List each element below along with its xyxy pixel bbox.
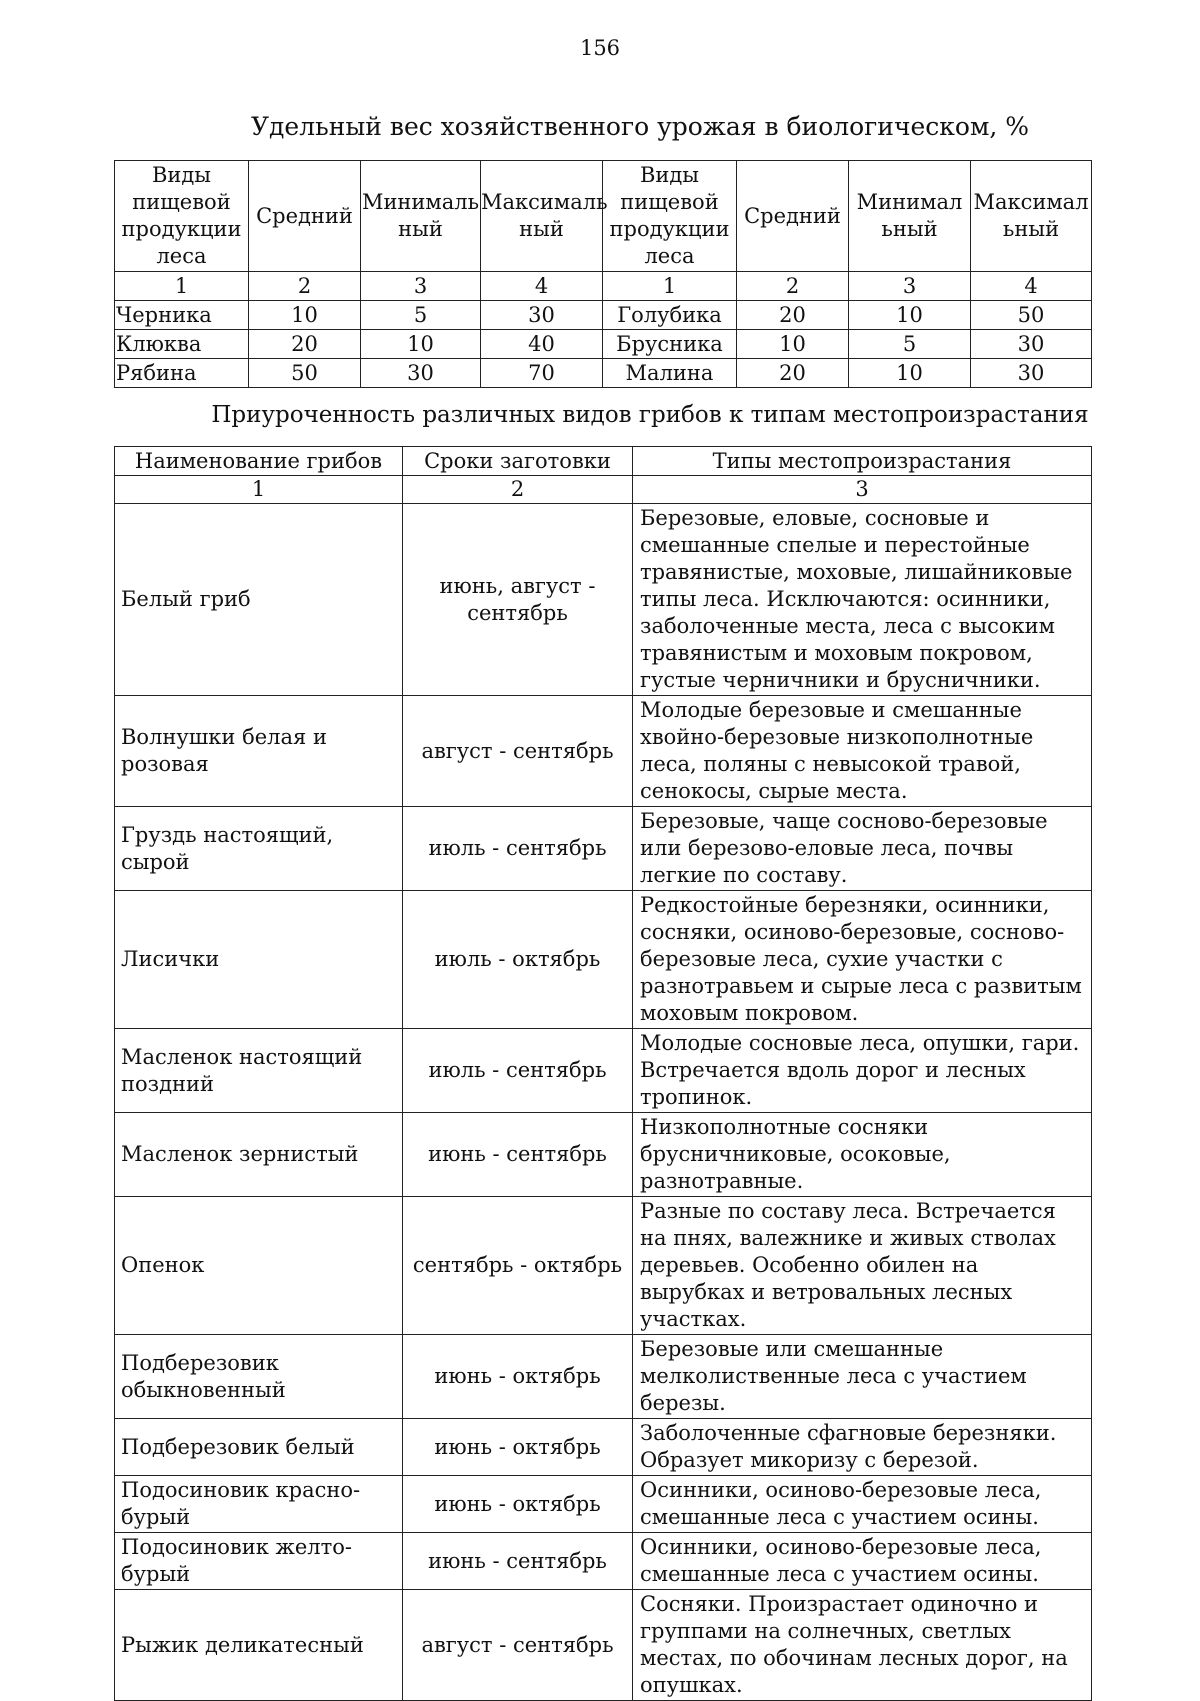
table-row — [115, 1029, 1092, 1113]
mushroom-name: Подберезовик белый — [115, 1419, 403, 1476]
column-number: 1 — [603, 272, 737, 301]
table-row — [115, 1419, 1092, 1476]
value-cell: 10 — [849, 301, 971, 330]
mushroom-name: Подосиновик красно-бурый — [115, 1476, 403, 1533]
yield-header-cell: Минимал ьный — [849, 161, 971, 272]
habitat-description: Сосняки. Произрастает одиночно и группами на солнечных, светлых местах, по обочинам лесных дорог, на опушках. — [633, 1590, 1092, 1701]
value-cell: 10 — [849, 359, 971, 388]
habitat-description: Заболоченные сфагновые березняки. Образует микоризу с березой. — [633, 1419, 1092, 1476]
table-row — [115, 1113, 1092, 1197]
column-number: 2 — [403, 476, 633, 504]
product-name: Рябина — [115, 359, 249, 388]
table-row — [115, 807, 1092, 891]
product-name: Брусника — [603, 330, 737, 359]
table-row — [115, 891, 1092, 1029]
yield-header-cell: Средний — [249, 161, 361, 272]
mushroom-name: Груздь настоящий, сырой — [115, 807, 403, 891]
table-row — [115, 359, 1092, 388]
habitat-description: Молодые сосновые леса, опушки, гари. Встречается вдоль дорог и лесных тропинок. — [633, 1029, 1092, 1113]
value-cell: 40 — [481, 330, 603, 359]
harvest-period: июль - сентябрь — [403, 807, 633, 891]
value-cell: 10 — [737, 330, 849, 359]
header-habitat-types: Типы местопроизрастания — [633, 447, 1092, 476]
column-number: 3 — [633, 476, 1092, 504]
value-cell: 50 — [249, 359, 361, 388]
yield-header-cell: Максималь ный — [481, 161, 603, 272]
mushroom-name: Подосиновик желто-бурый — [115, 1533, 403, 1590]
column-number: 2 — [737, 272, 849, 301]
value-cell: 10 — [361, 330, 481, 359]
table-row — [115, 1335, 1092, 1419]
column-number: 1 — [115, 272, 249, 301]
table-row — [115, 1590, 1092, 1701]
yield-header-cell: Виды пищевой продукции леса — [603, 161, 737, 272]
habitat-description: Низкополнотные сосняки брусничниковые, осоковые, разнотравные. — [633, 1113, 1092, 1197]
table-row — [115, 1476, 1092, 1533]
yield-table-title: Удельный вес хозяйственного урожая в биологическом, % — [250, 112, 1030, 141]
mushroom-name: Опенок — [115, 1197, 403, 1335]
mushroom-name: Рыжик деликатесный — [115, 1590, 403, 1701]
habitat-description: Редкостойные березняки, осинники, сосняки, осиново-березовые, сосново-березовые леса, сухие участки с разнотравьем и сырые леса с развитым моховым покровом. — [633, 891, 1092, 1029]
habitat-description: Молодые березовые и смешанные хвойно-березовые низкополнотные леса, поляны с невысокой травой, сенокосы, сырые места. — [633, 696, 1092, 807]
product-name: Малина — [603, 359, 737, 388]
mushroom-table — [114, 446, 1092, 1701]
value-cell: 20 — [737, 301, 849, 330]
value-cell: 30 — [971, 359, 1092, 388]
table-row — [115, 1197, 1092, 1335]
value-cell: 5 — [361, 301, 481, 330]
column-number: 2 — [249, 272, 361, 301]
product-name: Клюква — [115, 330, 249, 359]
table-row — [115, 301, 1092, 330]
column-number: 3 — [361, 272, 481, 301]
harvest-period: июнь - октябрь — [403, 1476, 633, 1533]
header-harvest-period: Сроки заготовки — [403, 447, 633, 476]
header-mushroom-name: Наименование грибов — [115, 447, 403, 476]
harvest-period: июнь - октябрь — [403, 1419, 633, 1476]
table-row — [115, 696, 1092, 807]
value-cell: 30 — [971, 330, 1092, 359]
table-row — [115, 504, 1092, 696]
value-cell: 30 — [481, 301, 603, 330]
column-number: 1 — [115, 476, 403, 504]
value-cell: 30 — [361, 359, 481, 388]
table-row — [115, 330, 1092, 359]
value-cell: 10 — [249, 301, 361, 330]
habitat-description: Осинники, осиново-березовые леса, смешанные леса с участием осины. — [633, 1533, 1092, 1590]
yield-table — [114, 160, 1092, 388]
harvest-period: июнь, август - сентябрь — [403, 504, 633, 696]
mushroom-name: Лисички — [115, 891, 403, 1029]
habitat-description: Березовые или смешанные мелколиственные леса с участием березы. — [633, 1335, 1092, 1419]
harvest-period: июль - сентябрь — [403, 1029, 633, 1113]
value-cell: 70 — [481, 359, 603, 388]
mushroom-name: Волнушки белая и розовая — [115, 696, 403, 807]
harvest-period: август - сентябрь — [403, 1590, 633, 1701]
harvest-period: июнь - сентябрь — [403, 1533, 633, 1590]
mushroom-name: Масленок зернистый — [115, 1113, 403, 1197]
yield-column-number-row — [115, 272, 1092, 301]
habitat-description: Осинники, осиново-березовые леса, смешанные леса с участием осины. — [633, 1476, 1092, 1533]
column-number: 3 — [849, 272, 971, 301]
habitat-description: Березовые, еловые, сосновые и смешанные спелые и перестойные травянистые, моховые, лишайниковые типы леса. Исключаются: осинники, заболоченные места, леса с высоким травянистым и моховым покровом, густые черничники и брусничники. — [633, 504, 1092, 696]
yield-header-cell: Минималь ный — [361, 161, 481, 272]
mushroom-name: Белый гриб — [115, 504, 403, 696]
mushroom-table-title: Приуроченность различных видов грибов к типам местопроизрастания — [211, 402, 1089, 428]
yield-header-row — [115, 161, 1092, 272]
harvest-period: июнь - октябрь — [403, 1335, 633, 1419]
yield-header-cell: Виды пищевой продукции леса — [115, 161, 249, 272]
harvest-period: август - сентябрь — [403, 696, 633, 807]
mushroom-header-row — [115, 447, 1092, 476]
harvest-period: июль - октябрь — [403, 891, 633, 1029]
value-cell: 20 — [737, 359, 849, 388]
mushroom-name: Масленок настоящий поздний — [115, 1029, 403, 1113]
yield-header-cell: Средний — [737, 161, 849, 272]
column-number: 4 — [481, 272, 603, 301]
product-name: Голубика — [603, 301, 737, 330]
mushroom-name: Подберезовик обыкновенный — [115, 1335, 403, 1419]
harvest-period: сентябрь - октябрь — [403, 1197, 633, 1335]
habitat-description: Березовые, чаще сосново-березовые или березово-еловые леса, почвы легкие по составу. — [633, 807, 1092, 891]
page-number: 156 — [579, 36, 621, 60]
product-name: Черника — [115, 301, 249, 330]
mushroom-column-number-row — [115, 476, 1092, 504]
value-cell: 20 — [249, 330, 361, 359]
harvest-period: июнь - сентябрь — [403, 1113, 633, 1197]
table-row — [115, 1533, 1092, 1590]
habitat-description: Разные по составу леса. Встречается на пнях, валежнике и живых стволах деревьев. Особенно обилен на вырубках и ветровальных лесных участках. — [633, 1197, 1092, 1335]
value-cell: 5 — [849, 330, 971, 359]
column-number: 4 — [971, 272, 1092, 301]
value-cell: 50 — [971, 301, 1092, 330]
yield-header-cell: Максимал ьный — [971, 161, 1092, 272]
